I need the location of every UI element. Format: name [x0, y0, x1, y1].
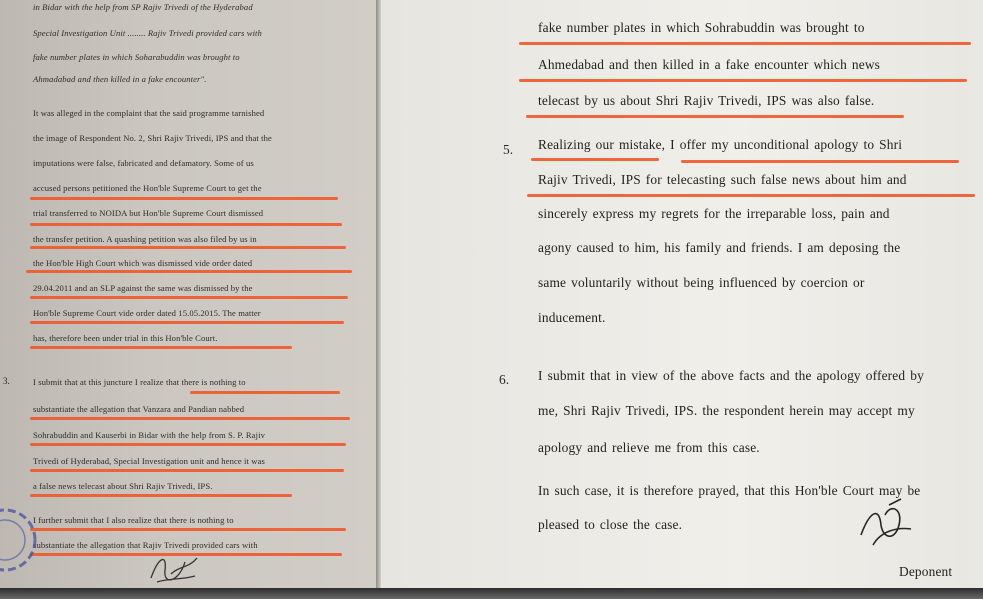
highlight-underline [30, 197, 338, 200]
text-line: in Bidar with the help from SP Rajiv Trivedi of the Hyderabad [33, 2, 253, 12]
highlight-underline [531, 158, 659, 161]
deponent-signature [851, 495, 921, 555]
text-line: Ahmedabad and then killed in a fake encounter which news [538, 57, 881, 72]
highlight-underline [519, 42, 971, 45]
text-line: agony caused to him, his family and friends. I am deposing the [538, 240, 901, 255]
text-line: Sohrabuddin and Kauserbi in Bidar with the help from S. P. Rajiv [33, 430, 265, 440]
text-line: It was alleged in the complaint that the said programme tarnished [33, 108, 265, 118]
text-line: fake number plates in which Soharabuddin was brought to [33, 52, 240, 62]
text-line: sincerely express my regrets for the irreparable loss, pain and [538, 206, 890, 221]
text-line: fake number plates in which Sohrabuddin was brought to [538, 20, 865, 35]
paragraph-number: 6. [499, 372, 510, 387]
highlight-underline [526, 115, 904, 118]
text-line: me, Shri Rajiv Trivedi, IPS. the respondent herein may accept my [538, 403, 915, 418]
photo-bottom-edge [0, 588, 983, 599]
highlight-underline [30, 443, 346, 446]
initials-signature [145, 548, 205, 588]
right-document-page [381, 0, 975, 590]
highlight-underline [519, 79, 967, 82]
text-line: Hon'ble Supreme Court vide order dated 15.05.2015. The matter [33, 308, 261, 318]
left-document-page [0, 0, 378, 590]
text-line: imputations were false, fabricated and defamatory. Some of us [33, 158, 254, 168]
paragraph-number: 3. [3, 376, 10, 386]
text-line: In such case, it is therefore prayed, that this Hon'ble Court may be [538, 483, 921, 498]
highlight-underline [681, 160, 959, 163]
highlight-underline [26, 270, 352, 273]
deponent-label: Deponent [899, 564, 953, 579]
text-line: 29.04.2011 and an SLP against the same was dismissed by the [33, 283, 253, 293]
highlight-underline [190, 391, 340, 394]
text-line: has, therefore been under trial in this Hon'ble Court. [33, 333, 218, 343]
highlight-underline [30, 296, 348, 299]
text-line: a false news telecast about Shri Rajiv Trivedi, IPS. [33, 481, 213, 491]
paragraph-number: 5. [503, 142, 514, 157]
highlight-underline [30, 346, 292, 349]
official-stamp-mark [0, 505, 40, 575]
text-line: accused persons petitioned the Hon'ble Supreme Court to get the [33, 183, 262, 193]
text-line: Rajiv Trivedi, IPS for telecasting such false news about him and [538, 172, 907, 187]
text-line: Ahmadabad and then killed in a fake encounter". [33, 74, 207, 84]
text-line: telecast by us about Shri Rajiv Trivedi, IPS was also false. [538, 93, 875, 108]
highlight-underline [30, 246, 346, 249]
text-line: apology and relieve me from this case. [538, 440, 760, 455]
highlight-underline [30, 321, 344, 324]
highlight-underline [30, 417, 350, 420]
text-line: I submit that at this juncture I realize that there is nothing to [33, 377, 246, 387]
text-line: trial transferred to NOIDA but Hon'ble Supreme Court dismissed [33, 208, 264, 218]
text-line: Special Investigation Unit ........ Rajiv Trivedi provided cars with [33, 28, 262, 38]
text-line: same voluntarily without being influenced by coercion or [538, 275, 865, 290]
text-line: substantiate the allegation that Rajiv Trivedi provided cars with [33, 540, 258, 550]
text-line: Trivedi of Hyderabad, Special Investigation unit and hence it was [33, 456, 265, 466]
text-line: pleased to close the case. [538, 517, 683, 532]
highlight-underline [30, 494, 292, 497]
highlight-underline [30, 223, 342, 226]
text-line: substantiate the allegation that Vanzara and Pandian nabbed [33, 404, 245, 414]
text-line: Realizing our mistake, I offer my unconditional apology to Shri [538, 137, 903, 152]
highlight-underline [30, 469, 344, 472]
highlight-underline [30, 528, 346, 531]
highlight-underline [527, 194, 975, 197]
text-line: inducement. [538, 310, 606, 325]
text-line: the transfer petition. A quashing petition was also filed by us in [33, 234, 257, 244]
text-line: I submit that in view of the above facts and the apology offered by [538, 368, 924, 383]
text-line: the image of Respondent No. 2, Shri Rajiv Trivedi, IPS and that the [33, 133, 272, 143]
text-line: the Hon'ble High Court which was dismissed vide order dated [33, 258, 253, 268]
text-line: I further submit that I also realize that there is nothing to [33, 515, 234, 525]
